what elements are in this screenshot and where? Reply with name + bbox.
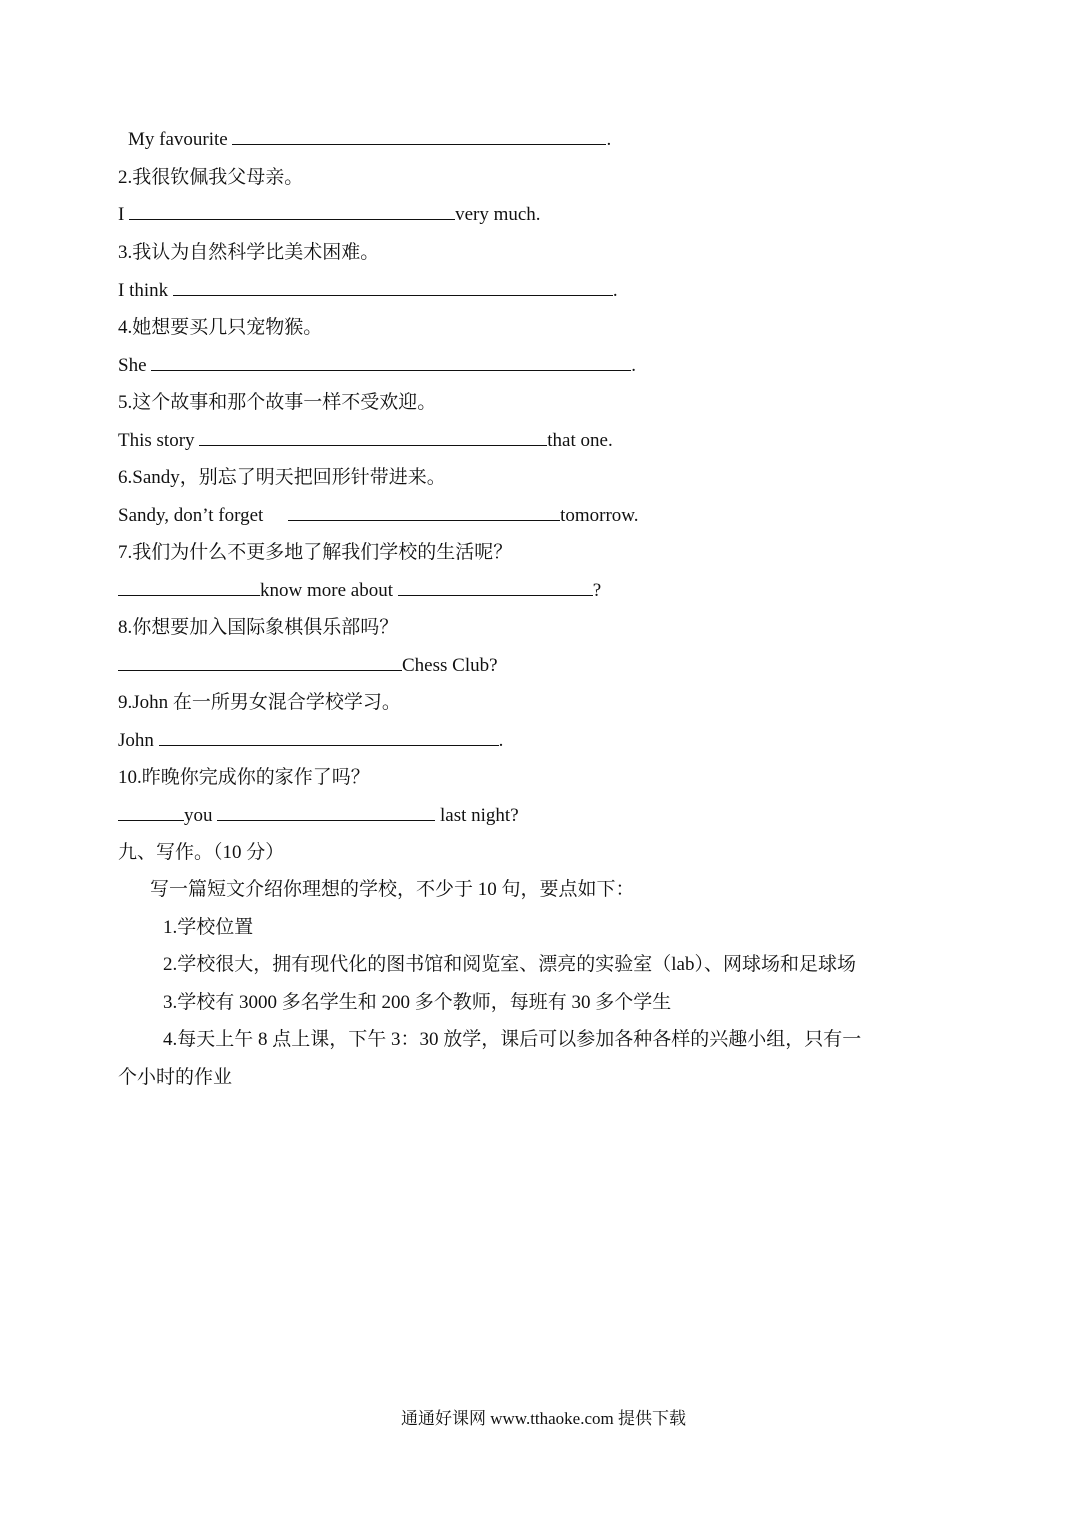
exercise-3-chinese: 我认为自然科学比美术困难。 (132, 242, 380, 263)
exercise-3-suffix: . (612, 280, 618, 301)
exercise-5-number: 5. (118, 392, 133, 413)
exercise-4-answer-line (118, 354, 636, 378)
exercise-1-blank[interactable] (232, 143, 606, 145)
exercise-3-number: 3. (118, 242, 133, 263)
exercise-10-suffix: last night? (440, 805, 519, 826)
exercise-7-blank-2[interactable] (398, 594, 593, 596)
exercise-5-prompt (118, 391, 436, 415)
exercise-7-number: 7. (118, 542, 133, 563)
writing-point-4: 4.每天上午 8 点上课，下午 3：30 放学，课后可以参加各种各样的兴趣小组，只有一 (163, 1029, 862, 1050)
exercise-6-answer-line (118, 504, 639, 528)
exercise-9-prefix: John (118, 730, 154, 751)
exercise-6-prefix: Sandy, don’t forget (118, 505, 264, 526)
exercise-7-prompt (118, 541, 512, 565)
exercise-7-middle: know more about (260, 580, 393, 601)
writing-point-1: 1.学校位置 (163, 917, 254, 938)
exercise-10-blank-2[interactable] (217, 819, 435, 821)
exercise-4-chinese: 她想要买几只宠物猴。 (132, 317, 323, 338)
writing-point-2: 2.学校很大，拥有现代化的图书馆和阅览室、漂亮的实验室（lab）、网球场和足球场 (163, 954, 856, 975)
exercise-7-chinese: 我们为什么不更多地了解我们学校的生活呢？ (132, 542, 513, 563)
exercise-8-chinese: 你想要加入国际象棋俱乐部吗？ (132, 617, 399, 638)
exercise-10-number: 10. (118, 767, 142, 788)
exercise-7-suffix: ? (592, 580, 602, 601)
exercise-2-number: 2. (118, 167, 133, 188)
page-footer: 通通好课网 www.tthaoke.com 提供下载 (400, 1409, 687, 1428)
exercise-2-prefix: I (118, 204, 125, 225)
exercise-2-prompt (118, 166, 303, 190)
exercise-2-answer-line (118, 203, 541, 227)
exercise-8-blank[interactable] (118, 669, 402, 671)
exercise-10-middle: you (184, 805, 213, 826)
exercise-6-number: 6. (118, 467, 133, 488)
exercise-3-prefix: I think (118, 280, 169, 301)
exercise-9-answer-line (118, 729, 503, 753)
exercise-10-answer-line (118, 804, 519, 828)
exercise-3-prompt (118, 241, 379, 265)
exercise-6-prompt (118, 466, 446, 490)
exercise-9-suffix: . (498, 730, 504, 751)
exercise-4-suffix: . (631, 355, 636, 376)
exercise-6-chinese: Sandy，别忘了明天把回形针带进来。 (132, 467, 446, 488)
exercise-2-suffix: very much. (455, 204, 541, 225)
exercise-10-chinese: 昨晚你完成你的家作了吗？ (141, 767, 370, 788)
exercise-3-answer-line (118, 279, 618, 303)
exercise-9-chinese: John 在一所男女混合学校学习。 (132, 692, 401, 713)
exercise-4-blank[interactable] (151, 369, 631, 371)
exercise-5-prefix: This story (118, 430, 195, 451)
exercise-1-answer-line (128, 128, 611, 152)
exercise-10-blank-1[interactable] (118, 819, 184, 821)
exercise-6-blank[interactable] (288, 519, 560, 521)
exercise-5-blank[interactable] (199, 444, 547, 446)
exercise-7-answer-line (118, 579, 601, 603)
exercise-1-prefix: My favourite (128, 129, 228, 150)
exercise-9-prompt (118, 691, 401, 715)
writing-point-4-continuation: 个小时的作业 (118, 1067, 233, 1088)
exercise-8-suffix: Chess Club? (402, 655, 498, 676)
exercise-5-chinese: 这个故事和那个故事一样不受欢迎。 (132, 392, 437, 413)
exercise-4-prompt (118, 316, 322, 340)
exercise-4-prefix: She (118, 355, 147, 376)
exercise-8-number: 8. (118, 617, 133, 638)
exercise-2-chinese: 我很钦佩我父母亲。 (132, 167, 304, 188)
exercise-8-prompt (118, 616, 398, 640)
writing-point-3: 3.学校有 3000 多名学生和 200 多个教师，每班有 30 多个学生 (163, 992, 672, 1013)
exercise-10-prompt (118, 766, 370, 790)
exercise-7-blank-1[interactable] (118, 594, 260, 596)
exercise-3-blank[interactable] (173, 294, 613, 296)
writing-instruction: 写一篇短文介绍你理想的学校，不少于 10 句，要点如下： (150, 879, 635, 900)
exercise-1-suffix: . (606, 129, 612, 150)
exercise-8-answer-line (118, 654, 498, 678)
exercise-2-blank[interactable] (129, 218, 455, 220)
exercise-9-blank[interactable] (159, 744, 499, 746)
exercise-6-suffix: tomorrow. (560, 505, 639, 526)
writing-heading: 九、写作。（10 分） (118, 842, 285, 863)
exercise-4-number: 4. (118, 317, 133, 338)
exercise-5-answer-line (118, 429, 613, 453)
exercise-9-number: 9. (118, 692, 133, 713)
exercise-5-suffix: that one. (547, 430, 613, 451)
